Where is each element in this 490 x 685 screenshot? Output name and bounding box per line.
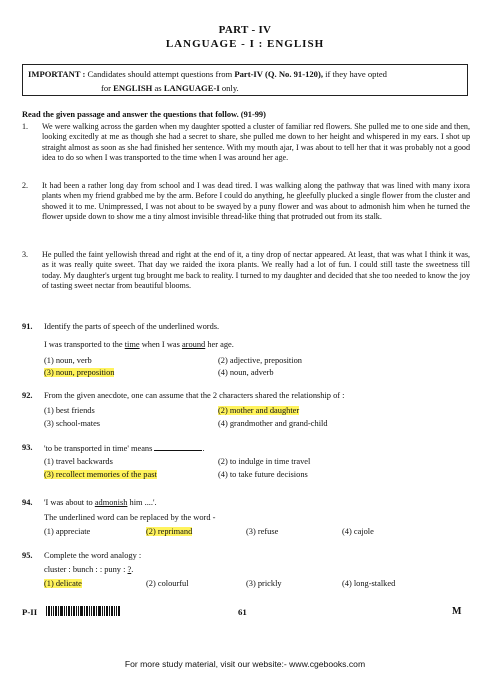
underlined-word: around [181, 340, 206, 349]
option-highlighted[interactable]: (3) noun, preposition [44, 368, 115, 377]
booklet-code: P-II [22, 607, 38, 617]
important-lang1: LANGUAGE-I [163, 83, 220, 93]
answer-blank [154, 442, 202, 451]
question-93: 93. 'to be transported in time' means . [22, 443, 205, 453]
option[interactable]: (2) adjective, preposition [218, 356, 302, 365]
question-number: 91. [22, 322, 33, 331]
series-code: M [452, 606, 462, 617]
passage-intro: Read the given passage and answer the questions that follow. (91-99) [22, 110, 266, 119]
important-notice-box [22, 64, 468, 96]
option-highlighted[interactable]: (1) delicate [44, 579, 82, 588]
option[interactable]: (4) noun, adverb [218, 368, 274, 377]
question-text: The underlined word can be replaced by the word - [44, 513, 216, 522]
question-number: 92. [22, 391, 33, 400]
important-english: ENGLISH [113, 83, 153, 93]
underlined-word: time [124, 340, 140, 349]
question-94-line2 [22, 512, 470, 524]
paragraph-number: 2. [22, 181, 29, 190]
option[interactable]: (1) noun, verb [44, 356, 92, 365]
answer-blank: ? [127, 565, 132, 574]
important-line2-c: only. [219, 83, 239, 93]
option[interactable]: (3) school-mates [44, 419, 101, 428]
passage-paragraph [22, 122, 470, 164]
important-text-a: Candidates should attempt questions from [85, 69, 235, 79]
sentence-part: when I was [139, 340, 182, 349]
question-text: 'to be transported in time' means [44, 444, 153, 453]
important-label: IMPORTANT : [28, 69, 86, 79]
important-line-1 [28, 67, 462, 81]
underlined-word: admonish [94, 498, 128, 507]
option[interactable]: (4) grandmother and grand-child [218, 419, 328, 428]
paragraph-number: 1. [22, 122, 29, 131]
option-highlighted[interactable]: (2) reprimand [146, 527, 193, 536]
question-number: 95. [22, 551, 33, 560]
paragraph-text: We were walking across the garden when my daughter spotted a cluster of familiar red flowers. She pulled me to one side and then, looking excitedly at me as though she had a secret to share, she pulled me down to her height and whispered in my ears. I shot up straight almost as soon as she had finished her sentence. With my mouth ajar, I was about to tell her that it was probably not a good idea to do so when I was transported to the time when I was around her age. [42, 122, 470, 163]
option-highlighted[interactable]: (2) mother and daughter [218, 406, 300, 415]
passage-paragraph [22, 181, 470, 223]
sentence-part: I was transported to the [44, 340, 125, 349]
question-95-line2: cluster : bunch : : puny : ?. [44, 565, 134, 574]
question-text: 'I was about to [44, 498, 95, 507]
important-line-2 [28, 81, 462, 95]
important-part-ref: Part-IV (Q. No. 91-120), [234, 69, 323, 79]
sentence-part: her age. [205, 340, 234, 349]
question-text: cluster : bunch : : puny : [44, 565, 128, 574]
option[interactable]: (1) travel backwards [44, 457, 113, 466]
question-91 [22, 321, 470, 333]
important-line2-a: for [101, 83, 114, 93]
option[interactable]: (2) colourful [146, 579, 189, 588]
question-number: 93. [22, 443, 33, 452]
option[interactable]: (4) cajole [342, 527, 374, 536]
option[interactable]: (1) best friends [44, 406, 95, 415]
question-text: Complete the word analogy : [44, 551, 142, 560]
paragraph-number: 3. [22, 250, 29, 259]
passage-paragraph [22, 250, 470, 292]
important-line2-b: as [152, 83, 164, 93]
option[interactable]: (2) to indulge in time travel [218, 457, 311, 466]
question-number: 94. [22, 498, 33, 507]
website-footer[interactable]: For more study material, visit our website:- www.cgebooks.com [124, 659, 366, 669]
question-text: From the given anecdote, one can assume that the 2 characters shared the relationship of : [44, 391, 345, 400]
paragraph-text: It had been a rather long day from school and I was dead tired. I was walking along the pathway that was lined with many ixora plants when my friend grabbed me by the arm. Before I could do anything, he gleefully plucked a single flower from the cluster and showed it to me. Unimpressed, I was not about to be swayed by a puny flower and was about to admonish him when he turned the flower upside down to show me a tiny almost invisible thread-like thing that protruded out from its stalk. [42, 181, 470, 222]
question-95 [22, 550, 470, 562]
question-94 [22, 497, 470, 509]
part-heading: PART - IV [218, 24, 272, 36]
question-text: him ....'. [127, 498, 157, 507]
question-text: Identify the parts of speech of the underlined words. [44, 322, 220, 331]
option[interactable]: (3) prickly [246, 579, 282, 588]
question-91-sentence [22, 339, 470, 351]
option[interactable]: (4) to take future decisions [218, 470, 308, 479]
option[interactable]: (4) long-stalked [342, 579, 396, 588]
option[interactable]: (3) refuse [246, 527, 279, 536]
language-heading: LANGUAGE - I : ENGLISH [165, 38, 325, 50]
option[interactable]: (1) appreciate [44, 527, 91, 536]
important-text-b: if they have opted [322, 69, 387, 79]
question-92 [22, 390, 470, 402]
barcode-icon [46, 606, 120, 616]
paragraph-text: He pulled the faint yellowish thread and right at the end of it, a tiny drop of nectar appeared. At least, that was what I think it was, as it was really quite sweet. That day we raided the ixora plants. We really had a lot of fun. I could still taste the sweetness till today. My daughter's urgent tug brought me back to reality. I turned to my daughter and decided that she too needed to know the joy of tasting sweet nectar from beautiful blooms. [42, 250, 470, 291]
page-number: 61 [238, 607, 247, 617]
option-highlighted[interactable]: (3) recollect memories of the past [44, 470, 157, 479]
